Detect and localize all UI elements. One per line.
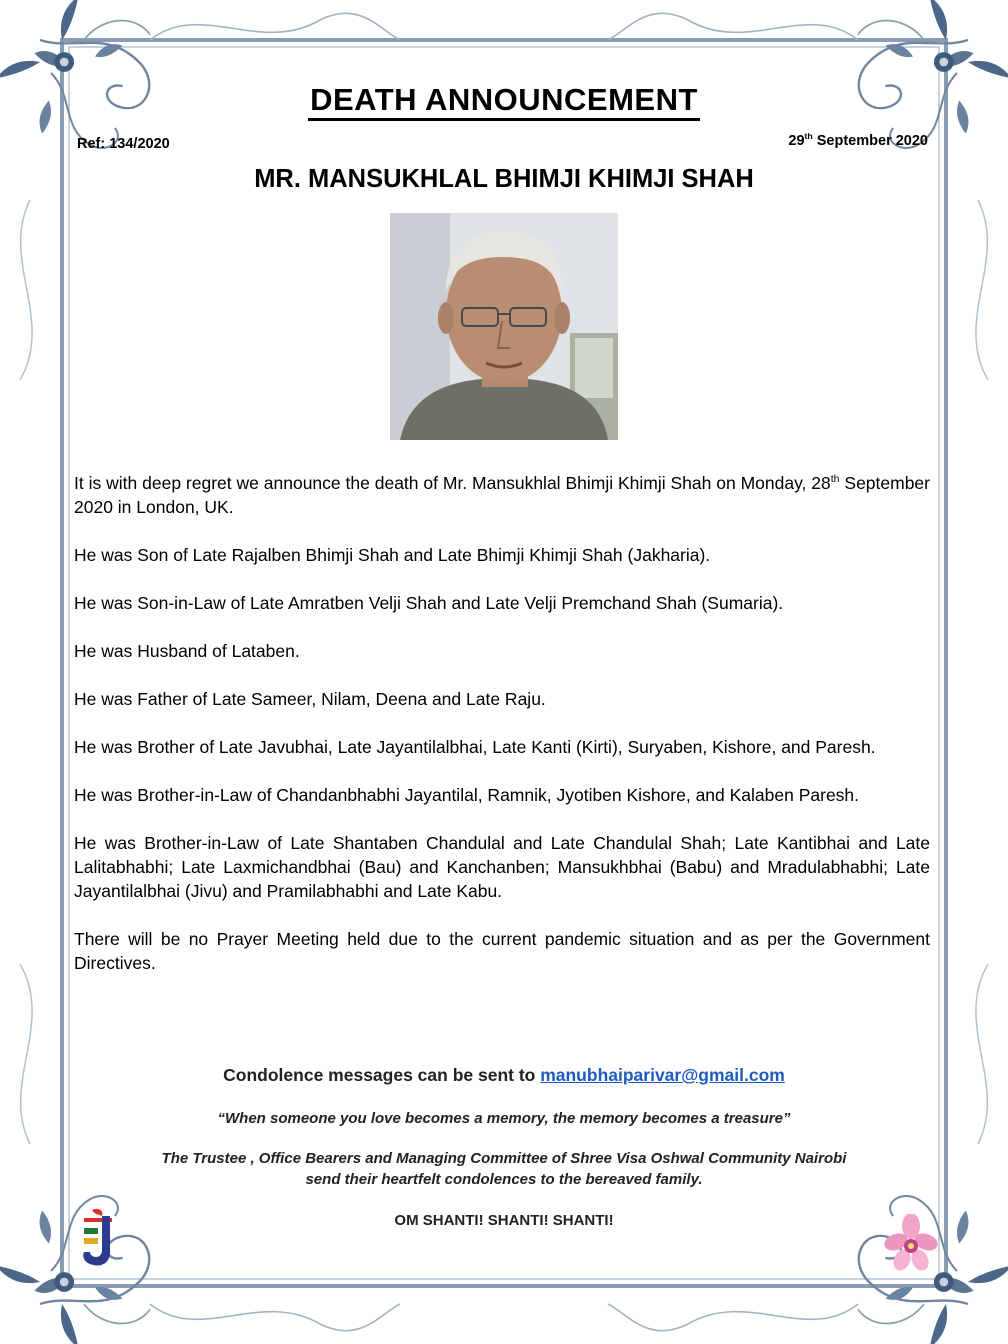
- paragraph-extended-in-law: He was Brother-in-Law of Late Shantaben Chandulal and Late Chandulal Shah; Late Kantibhai and Late Lalitabhabhi; Late Laxmichandbhai (Bau) and Kanchanben; Mansukhbhai (Babu) and Mradulabhabhi; Late Jayantilalbhai (Jivu) and Pramilabhabhi and Late Kabu.: [74, 833, 930, 901]
- paragraph-children: He was Father of Late Sameer, Nilam, Deena and Late Raju.: [74, 689, 546, 709]
- orchid-flower-icon: [884, 1214, 938, 1272]
- date-month-year: September 2020: [812, 133, 928, 149]
- trustee-condolence: [0, 1148, 1008, 1190]
- date-day: 29: [788, 133, 805, 149]
- announcement-title: [0, 82, 1008, 118]
- condolence-text: Condolence messages can be sent to: [223, 1065, 541, 1085]
- trustee-line-1: The Trustee , Office Bearers and Managing Committee of Shree Visa Oshwal Community Nairobi: [161, 1150, 847, 1167]
- reference-number: Ref: 134/2020: [77, 136, 170, 152]
- om-shanti: OM SHANTI! SHANTI! SHANTI!: [394, 1212, 614, 1229]
- announcement-date: [788, 133, 928, 149]
- memorial-quote: “When someone you love becomes a memory, the memory becomes a treasure”: [217, 1110, 791, 1127]
- paragraph-spouse: He was Husband of Lataben.: [74, 641, 300, 661]
- death-notice-text-a: It is with deep regret we announce the death of Mr. Mansukhlal Bhimji Khimji Shah on Monday, 28: [74, 473, 831, 493]
- condolence-email-link[interactable]: manubhaiparivar@gmail.com: [540, 1065, 785, 1085]
- paragraph-siblings: He was Brother of Late Javubhai, Late Jayantilalbhai, Late Kanti (Kirti), Suryaben, Kishore, and Paresh.: [74, 737, 876, 757]
- deceased-name: MR. MANSUKHLAL BHIMJI KHIMJI SHAH: [254, 165, 754, 193]
- date-suffix: th: [804, 131, 813, 142]
- portrait-illustration: [390, 213, 618, 440]
- trustee-line-2: send their heartfelt condolences to the bereaved family.: [305, 1171, 703, 1188]
- announcement-title-text: DEATH ANNOUNCEMENT: [308, 82, 700, 121]
- portrait-photo: [390, 213, 618, 440]
- paragraph-parents: He was Son of Late Rajalben Bhimji Shah and Late Bhimji Khimji Shah (Jakharia).: [74, 545, 711, 565]
- death-notice-suffix: th: [830, 473, 840, 486]
- condolence-line: [0, 1065, 1008, 1086]
- paragraph-prayer-meeting: There will be no Prayer Meeting held due to the current pandemic situation and as per the Government Directives.: [74, 929, 930, 973]
- paragraph-siblings-in-law: He was Brother-in-Law of Chandanbhabhi Jayantilal, Ramnik, Jyotiben Kishore, and Kalaben Paresh.: [74, 785, 860, 805]
- community-logo-icon: [78, 1208, 118, 1270]
- death-notice-text-b: September 2020 in London, UK.: [74, 473, 930, 517]
- paragraph-death-notice: [74, 471, 930, 519]
- announcement-body: [74, 471, 930, 999]
- paragraph-in-laws: He was Son-in-Law of Late Amratben Velji Shah and Late Velji Premchand Shah (Sumaria).: [74, 593, 784, 613]
